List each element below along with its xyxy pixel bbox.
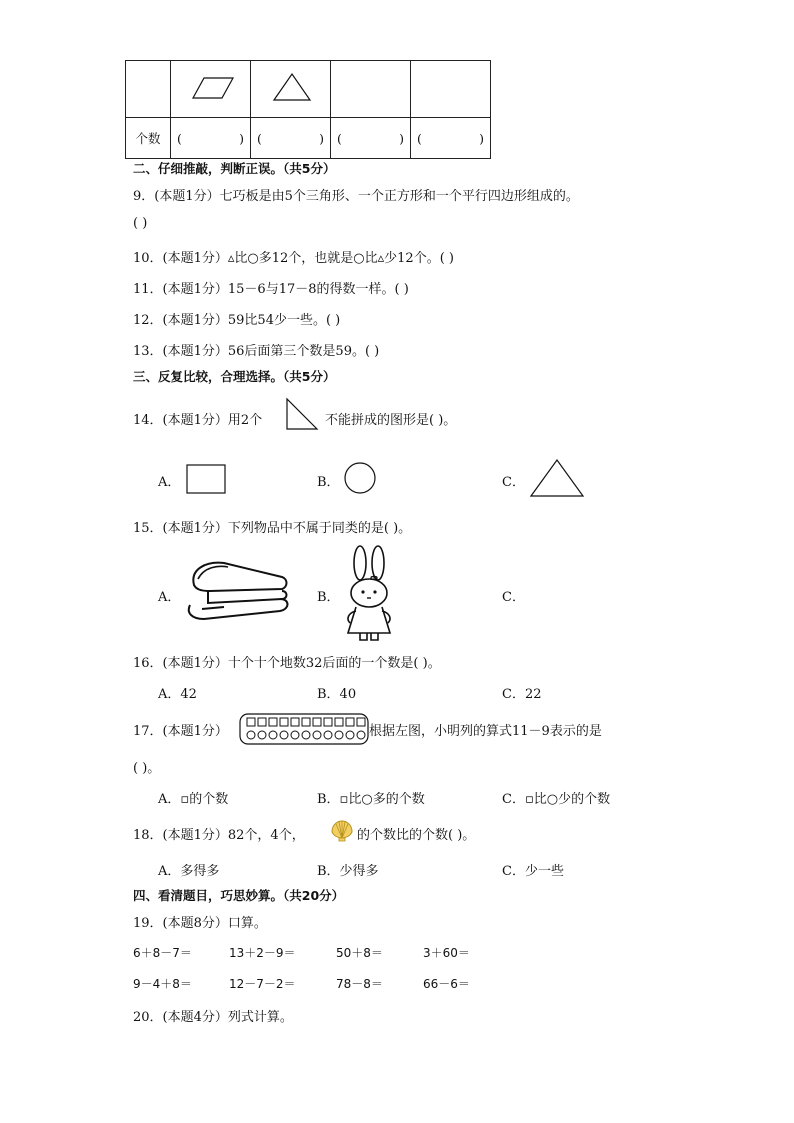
question-14-prefix: 14．(本题1分）用2个 bbox=[133, 413, 263, 428]
triangle-icon bbox=[251, 61, 330, 113]
calc-item: 9－4＋8＝ bbox=[133, 977, 192, 991]
q15-option-c-label[interactable]: C． bbox=[502, 590, 525, 605]
q15-option-a-label[interactable]: A． bbox=[158, 590, 181, 605]
right-triangle-icon bbox=[284, 396, 320, 432]
calc-item: 3＋60＝ bbox=[423, 946, 470, 960]
question-19: 19．(本题8分）口算。 bbox=[133, 916, 267, 931]
question-14-suffix: 不能拼成的图形是( )。 bbox=[325, 413, 457, 428]
parallelogram-icon bbox=[171, 61, 250, 113]
shape-count-table bbox=[125, 60, 491, 159]
q16-option-b[interactable]: B．40 bbox=[317, 687, 357, 702]
q14-option-a-label[interactable]: A． bbox=[158, 475, 181, 490]
question-18-suffix: 的个数比的个数( )。 bbox=[357, 828, 476, 843]
section-2-header: 二、仔细推敲，判断正误。（共5分） bbox=[133, 161, 336, 176]
question-10: 10．(本题1分）▵比○多12个，也就是○比▵少12个。( ) bbox=[133, 251, 454, 266]
row-label: 个数 bbox=[126, 118, 171, 159]
count-answer[interactable]: ( ) bbox=[251, 118, 331, 159]
q15-option-b-label[interactable]: B． bbox=[317, 590, 340, 605]
calc-item: 50＋8＝ bbox=[336, 946, 383, 960]
question-11: 11．(本题1分）15－6与17－8的得数一样。( ) bbox=[133, 282, 409, 297]
parallelogram-cell bbox=[171, 61, 251, 118]
q18-option-a[interactable]: A．多得多 bbox=[158, 864, 220, 879]
question-12: 12．(本题1分）59比54少一些。( ) bbox=[133, 313, 341, 328]
question-16: 16．(本题1分）十个十个地数32后面的一个数是( )。 bbox=[133, 656, 441, 671]
question-18-prefix: 18．(本题1分）82个，4个， bbox=[133, 828, 305, 843]
question-17-answer[interactable]: ( )。 bbox=[133, 761, 161, 776]
squares-circles-figure bbox=[239, 713, 369, 745]
question-9-answer[interactable]: ( ) bbox=[133, 216, 148, 231]
count-answer[interactable]: ( ) bbox=[411, 118, 491, 159]
question-13: 13．(本题1分）56后面第三个数是59。( ) bbox=[133, 344, 380, 359]
calc-item: 66－6＝ bbox=[423, 977, 470, 991]
triangle-cell bbox=[251, 61, 331, 118]
q14-option-b-label[interactable]: B． bbox=[317, 475, 340, 490]
calc-item: 12－7－2＝ bbox=[229, 977, 296, 991]
empty-shape-cell bbox=[331, 61, 411, 118]
count-answer[interactable]: ( ) bbox=[331, 118, 411, 159]
section-4-header: 四、看清题目，巧思妙算。（共20分） bbox=[133, 888, 345, 903]
stapler-icon bbox=[184, 555, 292, 627]
question-17-suffix: 根据左图，小明列的算式11－9表示的是 bbox=[369, 724, 602, 739]
rabbit-doll-icon bbox=[338, 543, 400, 643]
question-9: 9．(本题1分）七巧板是由5个三角形、一个正方形和一个平行四边形组成的。 bbox=[133, 189, 579, 204]
empty-shape-cell bbox=[411, 61, 491, 118]
q16-option-a[interactable]: A．42 bbox=[158, 687, 197, 702]
section-3-header: 三、反复比较，合理选择。（共5分） bbox=[133, 369, 336, 384]
table-corner-cell bbox=[126, 61, 171, 118]
q18-option-b[interactable]: B．少得多 bbox=[317, 864, 379, 879]
shell-icon bbox=[329, 819, 355, 843]
q16-option-c[interactable]: C．22 bbox=[502, 687, 542, 702]
question-15: 15．(本题1分）下列物品中不属于同类的是( )。 bbox=[133, 521, 412, 536]
q14-option-c-label[interactable]: C． bbox=[502, 475, 525, 490]
rectangle-icon bbox=[185, 463, 227, 495]
q17-option-b[interactable]: B．▫比○多的个数 bbox=[317, 792, 425, 807]
q18-option-c[interactable]: C．少一些 bbox=[502, 864, 564, 879]
circle-icon bbox=[343, 461, 377, 495]
triangle-icon bbox=[529, 457, 585, 499]
count-answer[interactable]: ( ) bbox=[171, 118, 251, 159]
q17-option-a[interactable]: A．▫的个数 bbox=[158, 792, 229, 807]
q17-option-c[interactable]: C．▫比○少的个数 bbox=[502, 792, 611, 807]
question-20: 20．(本题4分）列式计算。 bbox=[133, 1010, 293, 1025]
question-17-prefix: 17．(本题1分） bbox=[133, 724, 228, 739]
calc-item: 6＋8－7＝ bbox=[133, 946, 192, 960]
calc-item: 13＋2－9＝ bbox=[229, 946, 296, 960]
calc-item: 78－8＝ bbox=[336, 977, 383, 991]
